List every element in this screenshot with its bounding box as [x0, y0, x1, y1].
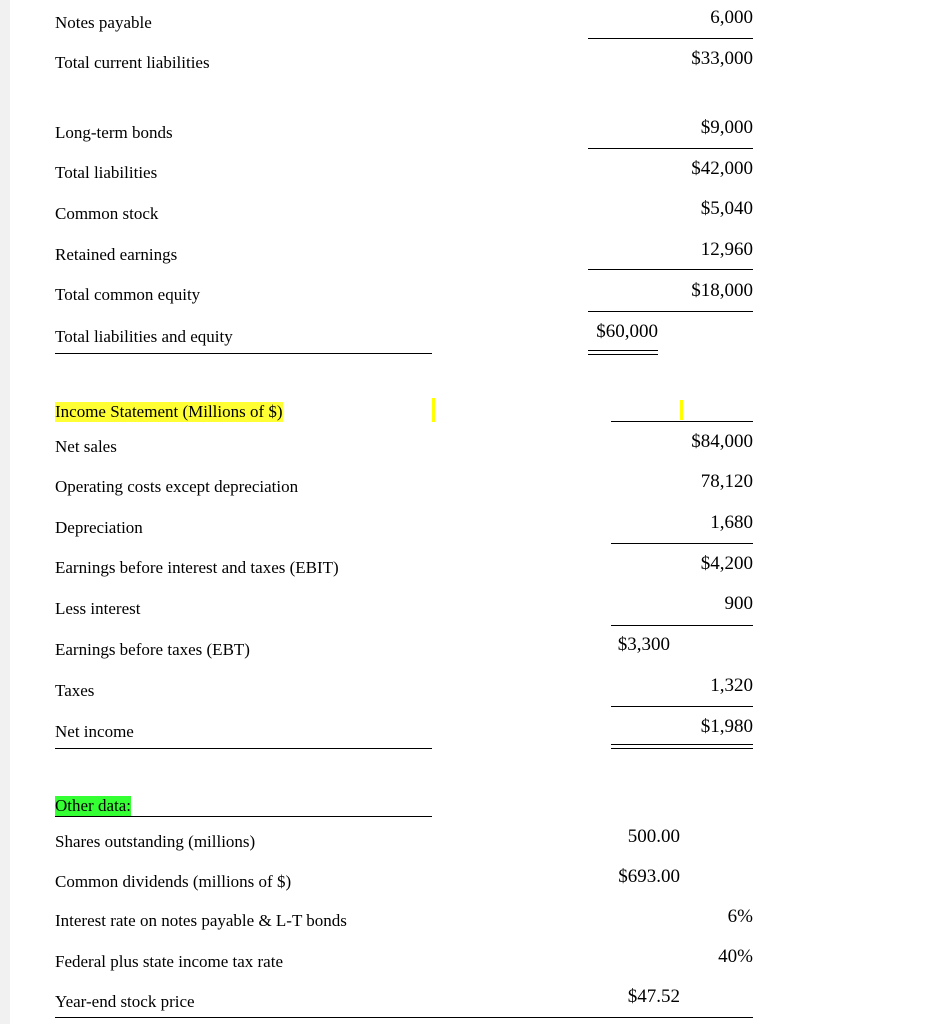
common-dividends-value: $693.00: [618, 866, 680, 887]
depreciation-label: Depreciation: [55, 518, 143, 537]
notes-payable-value: 6,000: [710, 7, 753, 28]
tax-rate-value: 40%: [718, 946, 753, 967]
common-dividends-label: Common dividends (millions of $): [55, 872, 292, 891]
net-income-label: Net income: [55, 722, 134, 741]
stock-price-label: Year-end stock price: [55, 992, 195, 1011]
cursor-marker: [432, 398, 435, 422]
stock-price-value: $47.52: [627, 986, 680, 1007]
interest-value: 900: [724, 593, 753, 614]
ebit-value: $4,200: [700, 553, 753, 574]
retained-earnings-value: 12,960: [700, 239, 753, 260]
ebt-value: $3,300: [617, 634, 670, 655]
net-income-value: $1,980: [700, 716, 753, 737]
retained-earnings-label: Retained earnings: [55, 245, 178, 264]
shares-outstanding-label: Shares outstanding (millions): [55, 832, 256, 851]
subtotal-rule: [588, 148, 753, 149]
interest-rate-label: Interest rate on notes payable & L-T bonds: [55, 911, 347, 930]
taxes-value: 1,320: [710, 675, 753, 696]
total-current-liabilities-value: $33,000: [691, 48, 753, 69]
other-data-title: Other data:: [55, 796, 131, 815]
interest-label: Less interest: [55, 599, 141, 618]
total-liabilities-value: $42,000: [691, 158, 753, 179]
subtotal-rule: [588, 269, 753, 270]
section-rule: [55, 816, 432, 817]
net-sales-label: Net sales: [55, 437, 117, 456]
cursor-marker: [680, 400, 683, 420]
total-common-equity-value: $18,000: [691, 280, 753, 301]
total-common-equity-label: Total common equity: [55, 285, 201, 304]
subtotal-rule: [588, 311, 753, 312]
shares-outstanding-value: 500.00: [627, 826, 680, 847]
total-liabilities-label: Total liabilities: [55, 163, 158, 182]
depreciation-value: 1,680: [710, 512, 753, 533]
operating-costs-value: 78,120: [700, 471, 753, 492]
net-sales-value: $84,000: [691, 431, 753, 452]
section-rule: [611, 421, 753, 422]
operating-costs-label: Operating costs except depreciation: [55, 477, 299, 496]
notes-payable-label: Notes payable: [55, 13, 152, 32]
total-liabilities-equity-value: $60,000: [596, 321, 658, 342]
long-term-bonds-value: $9,000: [700, 117, 753, 138]
page-gutter: [0, 0, 10, 1024]
ebit-label: Earnings before interest and taxes (EBIT): [55, 558, 339, 577]
interest-rate-value: 6%: [727, 906, 753, 927]
double-rule-top: [588, 350, 658, 351]
subtotal-rule: [588, 38, 753, 39]
common-stock-label: Common stock: [55, 204, 159, 223]
row-underline: [55, 1017, 753, 1018]
double-rule-bottom: [588, 354, 658, 355]
common-stock-value: $5,040: [700, 198, 753, 219]
double-rule-bottom: [611, 748, 753, 749]
long-term-bonds-label: Long-term bonds: [55, 123, 173, 142]
row-underline: [55, 353, 432, 354]
row-underline: [55, 748, 432, 749]
total-liabilities-equity-label: Total liabilities and equity: [55, 327, 233, 346]
subtotal-rule: [611, 625, 753, 626]
tax-rate-label: Federal plus state income tax rate: [55, 952, 283, 971]
total-current-liabilities-label: Total current liabilities: [55, 53, 210, 72]
taxes-label: Taxes: [55, 681, 95, 700]
subtotal-rule: [611, 706, 753, 707]
ebt-label: Earnings before taxes (EBT): [55, 640, 250, 659]
double-rule-top: [611, 744, 753, 745]
income-statement-title: Income Statement (Millions of $): [55, 402, 283, 421]
subtotal-rule: [611, 543, 753, 544]
